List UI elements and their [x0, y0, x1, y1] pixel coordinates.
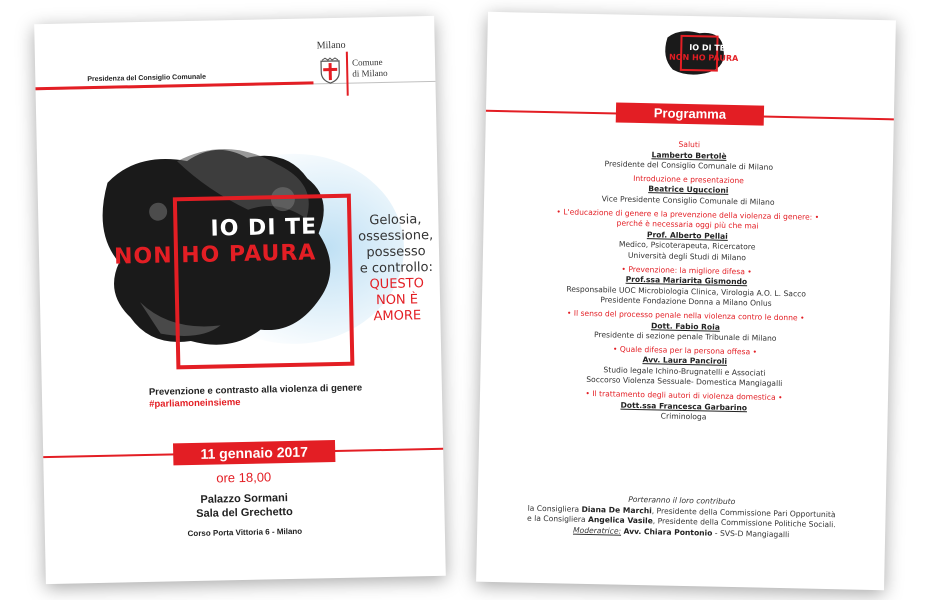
contrib-line-2: e la Consigliera Angelica Vasile, Presidente della Commissione Politiche Sociali.: [526, 513, 836, 530]
invitation-program: [476, 12, 896, 590]
program-item: • Il senso del processo penale nella violenza contro le donne • Dott. Fabio Roia Presidente di sezione penale Tribunale di Milano: [566, 308, 805, 343]
contrib-line-1: la Consigliera Diana De Marchi, Presidente della Commissione Pari Opportunità: [527, 503, 836, 519]
program-item: • Il trattamento degli autori di violenza domestica • Dott.ssa Francesca Garbarino Criminologa: [585, 388, 783, 422]
programma-title: Programma: [616, 102, 764, 125]
contrib-intro: Porteranno il loro contributo: [628, 494, 736, 507]
program-item: • L'educazione di genere e la prevenzione della violenza di genere: • perché è necessaria oggi più che mai Prof. Alberto Pellai Medico, Psicoterapeuta, Ricercatore Università degli Studi di Milano: [556, 206, 820, 263]
milano-crest-icon: [319, 58, 342, 84]
comune-label: Comune di Milano: [351, 56, 388, 79]
contributors: [477, 492, 886, 543]
program-list: [479, 136, 893, 427]
comune-logo: [317, 36, 413, 98]
event-subtitle: Prevenzione e contrasto alla violenza di genere: [148, 382, 363, 398]
program-item: • Prevenzione: la migliore difesa • Prof.ssa Mariarita Gismondo Responsabile UOC Microbiologia Clinica, Virologia A.O. L. Sacco Presidente Fondazione Donna a Milano Onlus: [566, 264, 807, 309]
address: Corso Porta Vittoria 6 - Milano: [187, 526, 303, 539]
event-date: 11 gennaio 2017: [173, 440, 335, 465]
moderator: Moderatrice: Avv. Chiara Pontonio - SVS-D Mangiagalli: [572, 525, 790, 539]
mini-logo-top: IO DI TE: [689, 43, 726, 53]
logo-red-bar: [346, 52, 349, 96]
event-time: ore 18,00: [216, 469, 272, 486]
venue: Palazzo Sormani Sala del Grechetto: [196, 492, 293, 520]
program-item: Introduzione e presentazione Beatrice Uguccioni Vice Presidente Consiglio Comunale di Milano: [601, 173, 775, 207]
logo-bottom-text: NON HO PAURA: [113, 240, 317, 270]
invitation-front: [34, 16, 446, 584]
program-item: Saluti Lamberto Bertolè Presidente del Consiglio Comunale di Milano: [604, 139, 774, 172]
header-red-rule: [35, 81, 313, 90]
mini-logo: [659, 27, 739, 76]
mini-logo-bottom: NON HO PAURA: [669, 52, 739, 64]
hashtag: #parliamoneinsieme: [149, 397, 241, 410]
program-item: • Quale difesa per la persona offesa • Avv. Laura Panciroli Studio legale Ichino-Brugnatelli e Associati Soccorso Violenza Sessuale- Domestica Mangiagalli: [586, 344, 783, 389]
milano-word: Milano: [316, 39, 346, 52]
slogan: Gelosia, ossessione, possesso e controllo: QUESTO NON È AMORE: [358, 212, 434, 325]
logo-top-text: IO DI TE: [210, 214, 318, 242]
presidenza-label: Presidenza del Consiglio Comunale: [87, 73, 207, 84]
